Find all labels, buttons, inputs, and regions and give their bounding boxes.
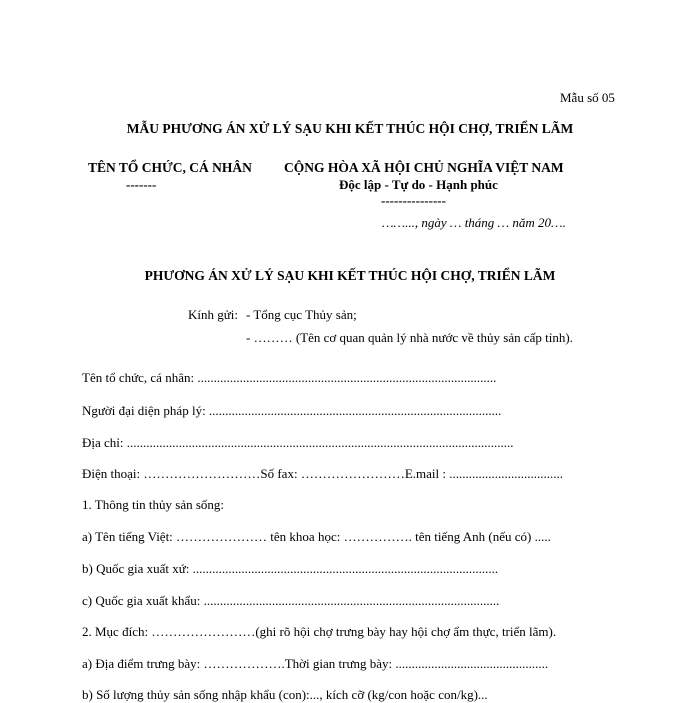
- form-template-title: MẪU PHƯƠNG ÁN XỬ LÝ SẠU KHI KẾT THÚC HỘI CHỢ, TRIỂN LÃM: [126, 121, 574, 136]
- recipient-label: Kính gửi:: [188, 307, 239, 322]
- field-display-location: a) Địa điểm trưng bày: ……………….Thời gian trưng bày: ...............................................: [82, 656, 549, 671]
- organization-label: TÊN TỔ CHỨC, CÁ NHÂN: [88, 160, 252, 175]
- field-legal-representative: Người đại diện pháp lý: ..........................................................................................: [82, 403, 502, 418]
- date-line: ……..., ngày … tháng … năm 20….: [382, 215, 566, 230]
- national-title: CỘNG HÒA XÃ HỘI CHỦ NGHĨA VIỆT NAM: [284, 160, 564, 175]
- field-address: Địa chỉ: .......................................................................................................................: [82, 435, 514, 450]
- national-motto: Độc lập - Tự do - Hạnh phúc: [339, 177, 498, 192]
- document-title: PHƯƠNG ÁN XỬ LÝ SẠU KHI KẾT THÚC HỘI CHỢ, TRIỂN LÃM: [144, 268, 556, 283]
- recipient-line-2: - ……… (Tên cơ quan quản lý nhà nước về thủy sản cấp tỉnh).: [246, 330, 573, 345]
- field-country-of-origin: b) Quốc gia xuất xứ: ..............................................................................................: [82, 561, 499, 576]
- section-1-heading: 1. Thông tin thủy sản sống:: [82, 497, 225, 512]
- field-exporting-country: c) Quốc gia xuất khẩu: ...........................................................................................: [82, 593, 500, 608]
- recipient-line-1: - Tổng cục Thủy sản;: [246, 307, 357, 322]
- field-species-names: a) Tên tiếng Việt: ………………… tên khoa học: ……………. tên tiếng Anh (nếu có) .....: [82, 529, 551, 544]
- field-organization-name: Tên tổ chức, cá nhân: ............................................................................................: [82, 370, 497, 385]
- form-number: Mẫu số 05: [560, 90, 615, 105]
- organization-divider: -------: [126, 177, 157, 192]
- motto-divider: ---------------: [381, 193, 446, 208]
- field-contact: Điện thoại: ………………………Số fax: ……………………E.mail : ...................................: [82, 466, 563, 481]
- section-2-purpose: 2. Mục đích: ……………………(ghi rõ hội chợ trưng bày hay hội chợ ẩm thực, triển lãm).: [82, 624, 557, 639]
- field-quantity: b) Số lượng thủy sản sống nhập khẩu (con):..., kích cỡ (kg/con hoặc con/kg)...: [82, 687, 488, 702]
